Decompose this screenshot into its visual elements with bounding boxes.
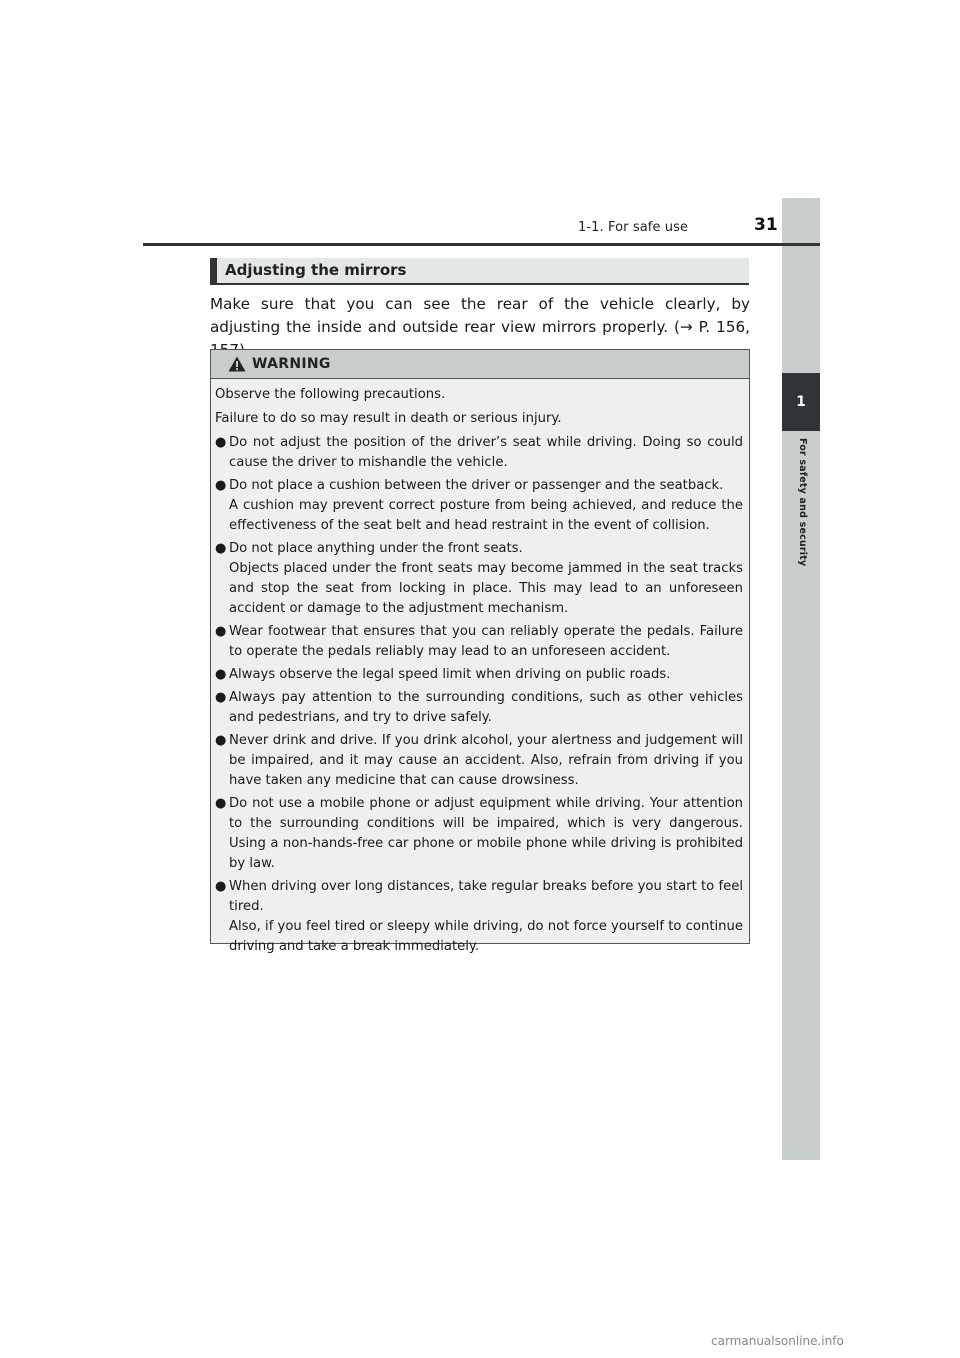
warning-list-item: [215, 794, 743, 874]
warning-intro-line: Failure to do so may result in death or serious injury.: [215, 411, 562, 426]
warning-item-line: Do not adjust the position of the driver’s seat while driving. Doing so could cause the driver to mishandle the vehicle.: [229, 435, 743, 470]
bullet-icon: ●: [215, 733, 227, 748]
warning-list-item: [215, 731, 743, 791]
warning-item-line: Never drink and drive. If you drink alcohol, your alertness and judgement will be impaired, and it may cause an accident. Also, refrain from driving if you have taken any medicine that can cause drowsiness.: [229, 733, 743, 788]
warning-item-text: [229, 877, 743, 957]
bullet-icon: ●: [215, 796, 227, 811]
warning-item-line: When driving over long distances, take regular breaks before you start to feel tired.: [229, 879, 743, 914]
warning-list-item: [215, 688, 743, 728]
bullet-icon: ●: [215, 667, 227, 682]
bullet-icon: ●: [215, 690, 227, 705]
warning-list-item: [215, 433, 743, 473]
warning-item-text: [229, 665, 743, 685]
warning-item-text: [229, 622, 743, 662]
warning-list-item: [215, 539, 743, 619]
section-title: Adjusting the mirrors: [225, 261, 407, 279]
chapter-tab: [782, 373, 820, 431]
warning-item-text: [229, 539, 743, 619]
warning-list-item: [215, 476, 743, 536]
section-heading: [210, 258, 749, 285]
heading-accent-bar: [210, 258, 217, 283]
watermark: carmanualsonline.info: [711, 1334, 844, 1348]
bullet-icon: ●: [215, 624, 227, 639]
bullet-icon: ●: [215, 435, 227, 450]
section-intro: Make sure that you can see the rear of the vehicle clearly, by adjusting the inside and outside rear view mirrors properly. (→ P. 156,: [210, 295, 750, 336]
bullet-icon: ●: [215, 879, 227, 894]
warning-item-line: Do not place anything under the front seats.: [229, 541, 523, 556]
bullet-icon: ●: [215, 541, 227, 556]
warning-item-text: [229, 688, 743, 728]
warning-intro-line: Observe the following precautions.: [215, 387, 446, 402]
warning-item-line: Do not use a mobile phone or adjust equipment while driving. Your attention to the surrounding conditions will be impaired, which is very dangerous. Using a non-hands-free car phone or mobile phone while driving is prohibited by law.: [229, 796, 743, 871]
warning-list-item: [215, 877, 743, 957]
warning-item-text: [229, 433, 743, 473]
warning-list-item: [215, 665, 743, 685]
warning-item-text: [229, 794, 743, 874]
warning-item-line: Always pay attention to the surrounding conditions, such as other vehicles and pedestrians, and try to drive safely.: [229, 690, 743, 725]
warning-item-line: Objects placed under the front seats may become jammed in the seat tracks and stop the seat from locking in place. This may lead to an unforeseen accident or damage to the adjustment mechanism.: [229, 561, 743, 616]
warning-item-line: Always observe the legal speed limit when driving on public roads.: [229, 667, 671, 682]
warning-body: [211, 379, 749, 957]
warning-triangle-icon: [228, 356, 246, 372]
warning-item-line: Also, if you feel tired or sleepy while driving, do not force yourself to continue driving and take a break immediately.: [229, 919, 743, 954]
warning-box: [210, 349, 750, 954]
warning-item-text: [229, 476, 743, 536]
running-header: 1-1. For safe use: [578, 220, 689, 235]
header-rule: [143, 243, 820, 246]
page-number: 31: [754, 215, 778, 235]
warning-header: [211, 350, 749, 379]
bullet-icon: ●: [215, 478, 227, 493]
warning-title: WARNING: [252, 356, 331, 372]
warning-item-line: A cushion may prevent correct posture from being achieved, and reduce the effectiveness of the seat belt and head restraint in the event of collision.: [229, 498, 743, 533]
side-bar: [782, 198, 820, 1160]
warning-item-line: Do not place a cushion between the driver or passenger and the seatback.: [229, 478, 724, 493]
warning-item-text: [229, 731, 743, 791]
warning-list: [215, 433, 743, 957]
warning-list-item: [215, 622, 743, 662]
chapter-number: 1: [796, 394, 806, 410]
warning-item-line: Wear footwear that ensures that you can reliably operate the pedals. Failure to operate the pedals reliably may lead to an unforeseen accident.: [229, 624, 743, 659]
chapter-label: For safety and security: [797, 438, 808, 567]
